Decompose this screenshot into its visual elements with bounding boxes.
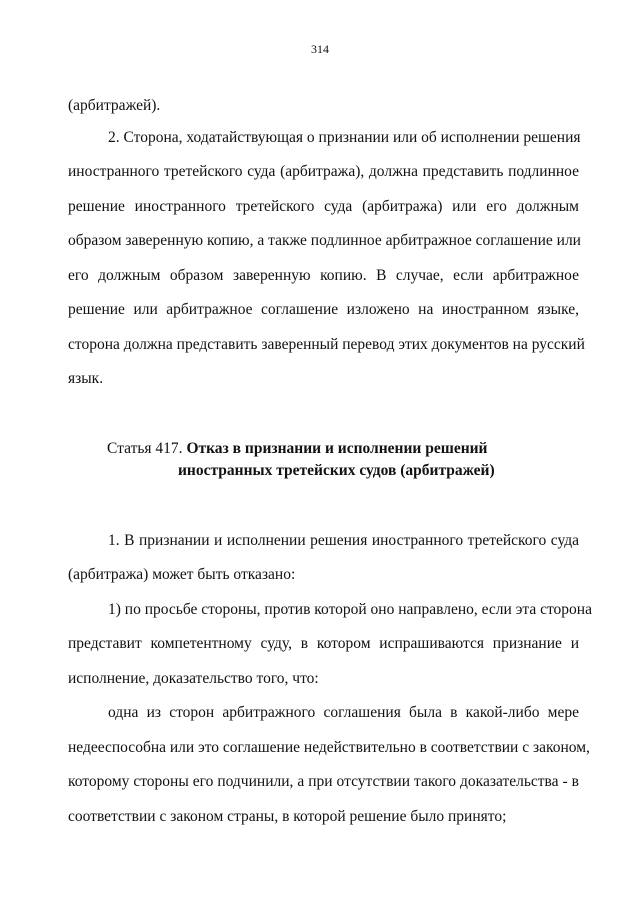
paragraph-line: решение иностранного третейского суда (арбитража) или его должным — [68, 198, 579, 215]
paragraph-line: 2. Сторона, ходатайствующая о признании или об исполнении решения — [108, 129, 581, 146]
paragraph-line: (арбитражей). — [68, 97, 161, 114]
paragraph-line: соответствии с законом страны, в которой решение было принято; — [68, 808, 507, 825]
paragraph-line: одна из сторон арбитражного соглашения была в какой-либо мере — [108, 704, 579, 721]
article-heading — [107, 439, 487, 459]
paragraph-line: 1) по просьбе стороны, против которой оно направлено, если эта сторона — [108, 601, 592, 618]
paragraph-line: представит компетентному суду, в котором испрашиваются признание и — [68, 635, 579, 652]
article-title-line1: Отказ в признании и исполнении решений — [186, 440, 488, 457]
page-number: 314 — [311, 42, 329, 56]
paragraph-line: 1. В признании и исполнении решения иностранного третейского суда — [108, 532, 579, 549]
paragraph-line: язык. — [68, 370, 104, 387]
paragraph-line: решение или арбитражное соглашение изложено на иностранном языке, — [68, 301, 579, 318]
paragraph-line: иностранного третейского суда (арбитража), должна представить подлинное — [68, 163, 579, 180]
paragraph-line: его должным образом заверенную копию. В случае, если арбитражное — [68, 267, 579, 284]
article-title-line2: иностранных третейских судов (арбитражей) — [178, 462, 495, 479]
article-number: Статья 417. — [107, 440, 183, 457]
paragraph-line: сторона должна представить заверенный перевод этих документов на русский — [68, 336, 585, 353]
paragraph-line: образом заверенную копию, а также подлинное арбитражное соглашение или — [68, 232, 581, 249]
paragraph-line: которому стороны его подчинили, а при отсутствии такого доказательства - в — [68, 773, 579, 790]
paragraph-line: (арбитража) может быть отказано: — [68, 566, 296, 583]
paragraph-line: исполнение, доказательство того, что: — [68, 670, 319, 687]
paragraph-line: недееспособна или это соглашение недействительно в соответствии с законом, — [68, 739, 590, 756]
